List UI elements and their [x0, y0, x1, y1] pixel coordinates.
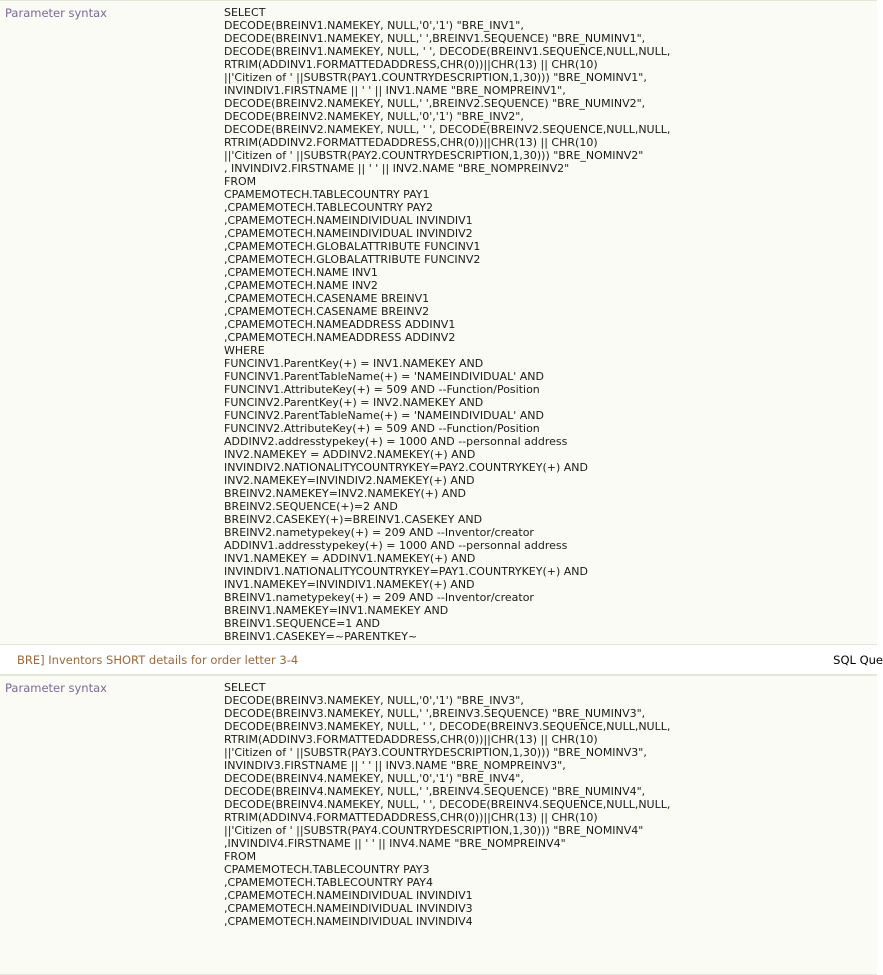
sql-line: ,CPAMEMOTECH.NAMEINDIVIDUAL INVINDIV1	[224, 889, 473, 902]
sql-line: RTRIM(ADDINV4.FORMATTEDADDRESS,CHR(0))||CHR(13) || CHR(10)	[224, 811, 598, 824]
sql-line: FUNCINV1.ParentKey(+) = INV1.NAMEKEY AND	[224, 357, 484, 370]
sql-line: CPAMEMOTECH.TABLECOUNTRY PAY1	[224, 188, 430, 201]
sql-line: DECODE(BREINV2.NAMEKEY, NULL, ' ', DECODE(BREINV2.SEQUENCE,NULL,NULL,	[224, 123, 671, 136]
sql-line: RTRIM(ADDINV1.FORMATTEDADDRESS,CHR(0))||CHR(13) || CHR(10)	[224, 58, 598, 71]
parameter-syntax-label: Parameter syntax	[5, 681, 107, 695]
sql-line: INV1.NAMEKEY = ADDINV1.NAMEKEY(+) AND	[224, 552, 476, 565]
sql-line: DECODE(BREINV1.NAMEKEY, NULL,' ',BREINV1.SEQUENCE) "BRE_NUMINV1",	[224, 32, 646, 45]
sql-line: RTRIM(ADDINV2.FORMATTEDADDRESS,CHR(0))||CHR(13) || CHR(10)	[224, 136, 598, 149]
sql-line: INV2.NAMEKEY = ADDINV2.NAMEKEY(+) AND	[224, 448, 476, 461]
sql-line: DECODE(BREINV4.NAMEKEY, NULL,'0','1') "BRE_INV4",	[224, 772, 524, 785]
parameter-syntax-label: Parameter syntax	[5, 6, 107, 20]
sql-line: INV2.NAMEKEY=INVINDIV2.NAMEKEY(+) AND	[224, 474, 475, 487]
sql-line: ,CPAMEMOTECH.NAMEINDIVIDUAL INVINDIV1	[224, 214, 473, 227]
sql-line: DECODE(BREINV1.NAMEKEY, NULL,'0','1') "BRE_INV1",	[224, 19, 524, 32]
sql-line: ,CPAMEMOTECH.NAME INV2	[224, 279, 378, 292]
sql-line: FUNCINV2.AttributeKey(+) = 509 AND --Function/Position	[224, 422, 540, 435]
sql-line: ,CPAMEMOTECH.NAMEADDRESS ADDINV2	[224, 331, 456, 344]
sql-line: ,CPAMEMOTECH.TABLECOUNTRY PAY2	[224, 201, 433, 214]
sql-line: BREINV1.CASEKEY=~PARENTKEY~	[224, 630, 418, 643]
sql-line: FUNCINV2.ParentKey(+) = INV2.NAMEKEY AND	[224, 396, 484, 409]
sql-line: ||'Citizen of ' ||SUBSTR(PAY4.COUNTRYDESCRIPTION,1,30))) "BRE_NOMINV4"	[224, 824, 644, 837]
sql-line: INV1.NAMEKEY=INVINDIV1.NAMEKEY(+) AND	[224, 578, 475, 591]
sql-line: RTRIM(ADDINV3.FORMATTEDADDRESS,CHR(0))||CHR(13) || CHR(10)	[224, 733, 598, 746]
sql-line: BREINV1.NAMEKEY=INV1.NAMEKEY AND	[224, 604, 449, 617]
sql-line: SELECT	[224, 6, 266, 19]
sql-line: SELECT	[224, 681, 266, 694]
section-header-row[interactable]	[0, 645, 883, 675]
sql-line: FUNCINV1.AttributeKey(+) = 509 AND --Function/Position	[224, 383, 540, 396]
sql-line: DECODE(BREINV2.NAMEKEY, NULL,' ',BREINV2.SEQUENCE) "BRE_NUMINV2",	[224, 97, 646, 110]
sql-line: BREINV2.nametypekey(+) = 209 AND --Inventor/creator	[224, 526, 534, 539]
sql-line: DECODE(BREINV4.NAMEKEY, NULL,' ',BREINV4.SEQUENCE) "BRE_NUMINV4",	[224, 785, 646, 798]
sql-line: CPAMEMOTECH.TABLECOUNTRY PAY3	[224, 863, 430, 876]
sql-query-text[interactable]	[224, 676, 877, 974]
sql-line: FROM	[224, 850, 257, 863]
sql-line: DECODE(BREINV2.NAMEKEY, NULL,'0','1') "BRE_INV2",	[224, 110, 524, 123]
sql-line: BREINV1.nametypekey(+) = 209 AND --Inventor/creator	[224, 591, 534, 604]
section-type-label: SQL Que	[833, 652, 883, 667]
sql-line: ,CPAMEMOTECH.CASENAME BREINV1	[224, 292, 430, 305]
sql-line: ,CPAMEMOTECH.NAMEADDRESS ADDINV1	[224, 318, 456, 331]
sql-line: ADDINV1.addresstypekey(+) = 1000 AND --personnal address	[224, 539, 568, 552]
sql-line: ,INVINDIV4.FIRSTNAME || ' ' || INV4.NAME "BRE_NOMPREINV4"	[224, 837, 566, 850]
sql-line: FUNCINV1.ParentTableName(+) = 'NAMEINDIVIDUAL' AND	[224, 370, 544, 383]
parameter-syntax-row-2	[0, 675, 877, 975]
sql-line: BREINV2.NAMEKEY=INV2.NAMEKEY(+) AND	[224, 487, 467, 500]
sql-line: ADDINV2.addresstypekey(+) = 1000 AND --personnal address	[224, 435, 568, 448]
section-title[interactable]: BRE] Inventors SHORT details for order letter 3-4	[17, 652, 299, 667]
sql-line: FROM	[224, 175, 257, 188]
sql-line: INVINDIV3.FIRSTNAME || ' ' || INV3.NAME "BRE_NOMPREINV3",	[224, 759, 566, 772]
sql-line: INVINDIV1.NATIONALITYCOUNTRYKEY=PAY1.COUNTRYKEY(+) AND	[224, 565, 588, 578]
sql-line: , INVINDIV2.FIRSTNAME || ' ' || INV2.NAME "BRE_NOMPREINV2"	[224, 162, 570, 175]
sql-line: ,CPAMEMOTECH.CASENAME BREINV2	[224, 305, 430, 318]
sql-line: FUNCINV2.ParentTableName(+) = 'NAMEINDIVIDUAL' AND	[224, 409, 544, 422]
sql-line: ||'Citizen of ' ||SUBSTR(PAY2.COUNTRYDESCRIPTION,1,30))) "BRE_NOMINV2"	[224, 149, 644, 162]
sql-line: BREINV1.SEQUENCE=1 AND	[224, 617, 381, 630]
sql-line: ,CPAMEMOTECH.GLOBALATTRIBUTE FUNCINV2	[224, 253, 481, 266]
sql-line: ,CPAMEMOTECH.NAMEINDIVIDUAL INVINDIV3	[224, 902, 473, 915]
sql-line: DECODE(BREINV3.NAMEKEY, NULL,' ',BREINV3.SEQUENCE) "BRE_NUMINV3",	[224, 707, 646, 720]
sql-line: INVINDIV2.NATIONALITYCOUNTRYKEY=PAY2.COUNTRYKEY(+) AND	[224, 461, 588, 474]
sql-line: ,CPAMEMOTECH.NAME INV1	[224, 266, 378, 279]
sql-line: DECODE(BREINV4.NAMEKEY, NULL, ' ', DECODE(BREINV4.SEQUENCE,NULL,NULL,	[224, 798, 671, 811]
sql-line: ||'Citizen of ' ||SUBSTR(PAY3.COUNTRYDESCRIPTION,1,30))) "BRE_NOMINV3",	[224, 746, 647, 759]
sql-line: DECODE(BREINV1.NAMEKEY, NULL, ' ', DECODE(BREINV1.SEQUENCE,NULL,NULL,	[224, 45, 671, 58]
sql-line: DECODE(BREINV3.NAMEKEY, NULL, ' ', DECODE(BREINV3.SEQUENCE,NULL,NULL,	[224, 720, 671, 733]
sql-query-text[interactable]	[224, 1, 877, 644]
sql-line: INVINDIV1.FIRSTNAME || ' ' || INV1.NAME "BRE_NOMPREINV1",	[224, 84, 566, 97]
sql-line: ||'Citizen of ' ||SUBSTR(PAY1.COUNTRYDESCRIPTION,1,30))) "BRE_NOMINV1",	[224, 71, 647, 84]
sql-line: BREINV2.CASEKEY(+)=BREINV1.CASEKEY AND	[224, 513, 483, 526]
sql-line: ,CPAMEMOTECH.GLOBALATTRIBUTE FUNCINV1	[224, 240, 481, 253]
sql-line: ,CPAMEMOTECH.TABLECOUNTRY PAY4	[224, 876, 433, 889]
sql-line: ,CPAMEMOTECH.NAMEINDIVIDUAL INVINDIV2	[224, 227, 473, 240]
sql-line: WHERE	[224, 344, 265, 357]
sql-line: BREINV2.SEQUENCE(+)=2 AND	[224, 500, 398, 513]
sql-line: DECODE(BREINV3.NAMEKEY, NULL,'0','1') "BRE_INV3",	[224, 694, 524, 707]
sql-line: ,CPAMEMOTECH.NAMEINDIVIDUAL INVINDIV4	[224, 915, 473, 928]
